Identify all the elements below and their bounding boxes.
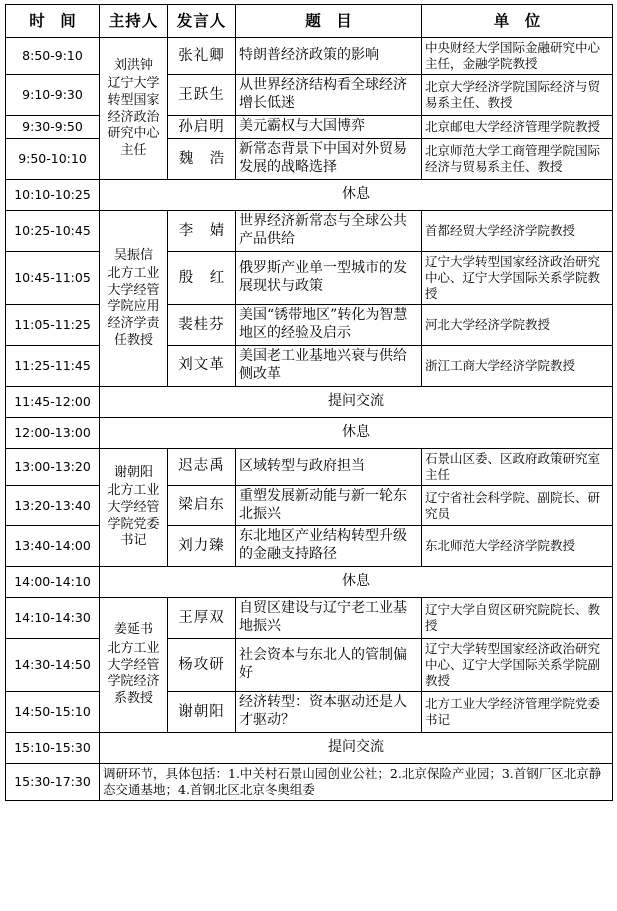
column-header-host: 主持人 [100,5,168,38]
cell-time: 8:50-9:10 [6,38,100,75]
cell-time: 12:00-13:00 [6,417,100,448]
cell-speaker: 殷 红 [168,251,236,304]
cell-time: 10:45-11:05 [6,251,100,304]
cell-topic: 区域转型与政府担当 [236,448,422,485]
column-header-unit: 单 位 [422,5,613,38]
cell-time: 11:45-12:00 [6,386,100,417]
cell-speaker: 梁启东 [168,485,236,526]
cell-topic: 新常态背景下中国对外贸易发展的战略选择 [236,139,422,180]
table-row [6,75,613,116]
cell-time: 14:30-14:50 [6,639,100,692]
cell-topic: 俄罗斯产业单一型城市的发展现状与政策 [236,251,422,304]
cell-topic: 美国老工业基地兴衰与供给侧改革 [236,345,422,386]
cell-host [100,38,168,180]
cell-topic: 特朗普经济政策的影响 [236,38,422,75]
cell-speaker: 李 婧 [168,211,236,252]
cell-topic: 美元霸权与大国博弈 [236,115,422,139]
table-row-break [6,567,613,598]
cell-unit: 辽宁大学转型国家经济政治研究中心、辽宁大学国际关系学院教授 [422,251,613,304]
cell-topic: 重塑发展新动能与新一轮东北振兴 [236,485,422,526]
host-name: 姜延书 [113,622,153,638]
table-row [6,251,613,304]
table-row [6,211,613,252]
column-header-topic: 题 目 [236,5,422,38]
host-title: 北方工业大学经管学院经济系教授 [107,641,160,706]
table-header [6,5,613,38]
cell-time: 13:20-13:40 [6,485,100,526]
cell-break-label: 提问交流 [100,732,613,763]
cell-unit: 河北大学经济学院教授 [422,304,613,345]
table-row-break [6,417,613,448]
host-name: 刘洪钟 [113,57,153,73]
cell-topic: 经济转型：资本驱动还是人才驱动？ [236,692,422,733]
cell-topic: 美国“锈带地区”转化为智慧地区的经验及启示 [236,304,422,345]
cell-unit: 辽宁大学转型国家经济政治研究中心、辽宁大学国际关系学院副教授 [422,639,613,692]
cell-time: 14:10-14:30 [6,598,100,639]
table-row [6,115,613,139]
conference-schedule-table [5,4,613,801]
table-row [6,448,613,485]
host-title: 北方工业大学经管学院应用经济学责任教授 [107,266,160,348]
cell-unit: 中央财经大学国际金融研究中心主任，金融学院教授 [422,38,613,75]
cell-break-label: 休息 [100,567,613,598]
cell-speaker: 杨攻研 [168,639,236,692]
cell-time: 11:05-11:25 [6,304,100,345]
cell-time: 15:10-15:30 [6,732,100,763]
table-header-row [6,5,613,38]
cell-time: 14:50-15:10 [6,692,100,733]
host-name: 谢朝阳 [113,464,153,480]
table-row [6,304,613,345]
cell-speaker: 孙启明 [168,115,236,139]
cell-time: 15:30-17:30 [6,763,100,800]
cell-time: 10:25-10:45 [6,211,100,252]
cell-speaker: 谢朝阳 [168,692,236,733]
cell-host [100,211,168,386]
cell-unit: 东北师范大学经济学院教授 [422,526,613,567]
host-title: 辽宁大学转型国家经济政治研究中心主任 [107,76,160,158]
table-row-break [6,180,613,211]
table-body [6,38,613,801]
cell-note: 调研环节，具体包括：1.中关村石景山园创业公社；2.北京保险产业园；3.首钢厂区北京静态交通基地；4.首钢北区北京冬奥组委 [100,763,613,800]
table-row [6,639,613,692]
cell-break-label: 休息 [100,417,613,448]
table-row [6,692,613,733]
cell-host [100,448,168,567]
cell-unit: 石景山区委、区政府政策研究室主任 [422,448,613,485]
cell-unit: 北京师范大学工商管理学院国际经济与贸易系主任、教授 [422,139,613,180]
cell-unit: 北京大学经济学院国际经济与贸易系主任、教授 [422,75,613,116]
cell-break-label: 提问交流 [100,386,613,417]
column-header-speaker: 发言人 [168,5,236,38]
cell-unit: 北京邮电大学经济管理学院教授 [422,115,613,139]
cell-speaker: 王厚双 [168,598,236,639]
table-row-note [6,763,613,800]
cell-time: 10:10-10:25 [6,180,100,211]
cell-speaker: 王跃生 [168,75,236,116]
cell-speaker: 刘文革 [168,345,236,386]
host-name: 吴振信 [113,247,153,263]
cell-time: 9:50-10:10 [6,139,100,180]
cell-speaker: 张礼卿 [168,38,236,75]
cell-speaker: 刘力臻 [168,526,236,567]
cell-topic: 世界经济新常态与全球公共产品供给 [236,211,422,252]
cell-host [100,598,168,733]
column-header-time: 时 间 [6,5,100,38]
table-row [6,38,613,75]
cell-speaker: 魏 浩 [168,139,236,180]
cell-topic: 东北地区产业结构转型升级的金融支持路径 [236,526,422,567]
cell-speaker: 迟志禹 [168,448,236,485]
cell-time: 11:25-11:45 [6,345,100,386]
cell-time: 13:00-13:20 [6,448,100,485]
cell-time: 14:00-14:10 [6,567,100,598]
host-title: 北方工业大学经管学院党委书记 [107,483,160,549]
table-row [6,485,613,526]
cell-topic: 从世界经济结构看全球经济增长低迷 [236,75,422,116]
cell-time: 9:10-9:30 [6,75,100,116]
table-row [6,139,613,180]
cell-speaker: 裴桂芬 [168,304,236,345]
cell-unit: 浙江工商大学经济学院教授 [422,345,613,386]
cell-unit: 辽宁大学自贸区研究院院长、教授 [422,598,613,639]
cell-unit: 北方工业大学经济管理学院党委书记 [422,692,613,733]
cell-unit: 辽宁省社会科学院、副院长、研究员 [422,485,613,526]
cell-time: 13:40-14:00 [6,526,100,567]
table-row [6,345,613,386]
table-row [6,526,613,567]
table-row-break [6,732,613,763]
cell-topic: 社会资本与东北人的管制偏好 [236,639,422,692]
cell-unit: 首都经贸大学经济学院教授 [422,211,613,252]
table-row-break [6,386,613,417]
table-row [6,598,613,639]
cell-topic: 自贸区建设与辽宁老工业基地振兴 [236,598,422,639]
cell-time: 9:30-9:50 [6,115,100,139]
cell-break-label: 休息 [100,180,613,211]
